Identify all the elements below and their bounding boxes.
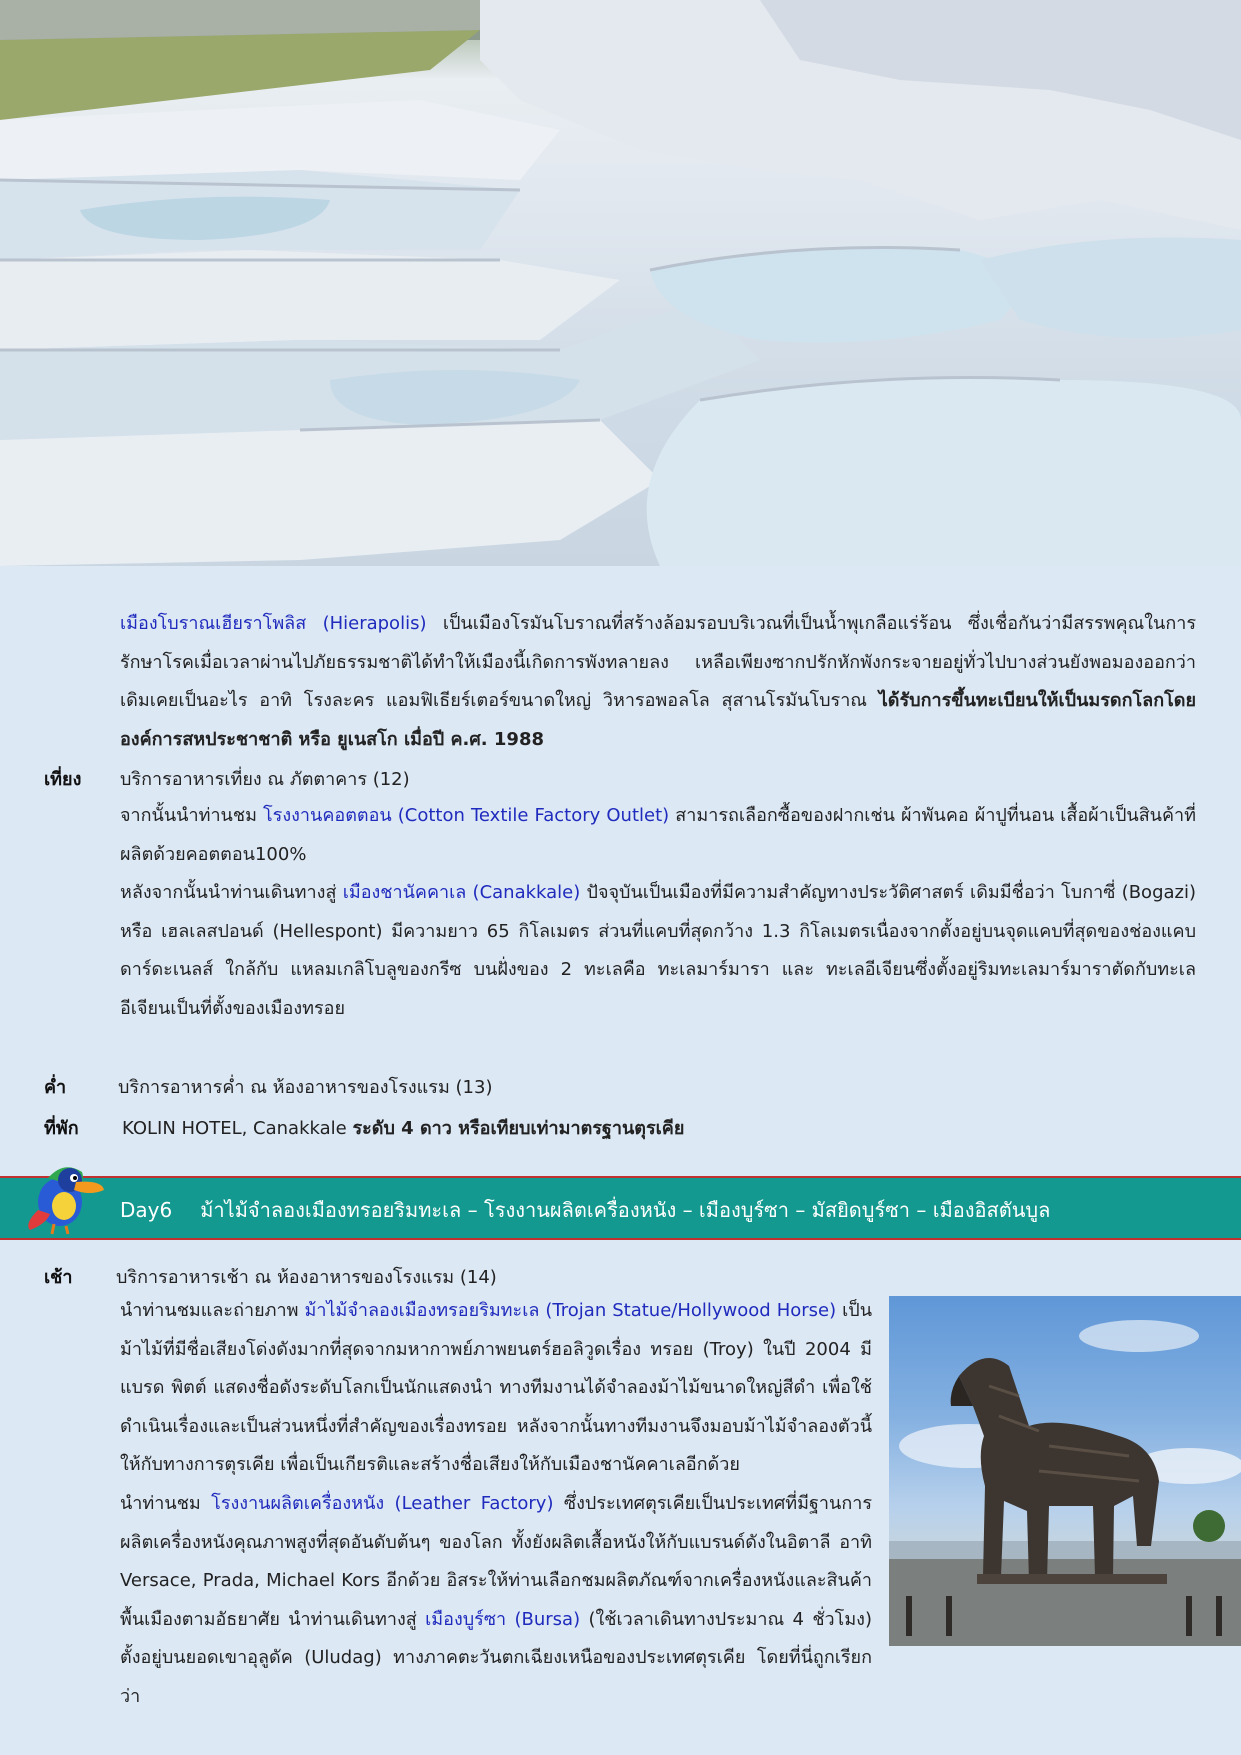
leather-text: ซึ่งประเทศตุรเคียเป็นประเทศที่มีฐานการผลิตเครื่องหนังคุณภาพสูงที่สุดอันดับต้นๆ ของโลก ทั้งยังผลิตเสื้อหนังให้กับแบรนด์ดังในอิตาลี อาทิ Versace, Prada, Michael Kors อีกด้วย อิสระให้ท่านเลือกชมผลิตภัณฑ์จากเครื่องหนังและสินค้าพื้นเมืองตามอัธยาศัย นำท่านเดินทางสู่ xyxy=(120,1493,873,1630)
leather-paragraph xyxy=(120,1485,872,1716)
breakfast-text: บริการอาหารเช้า ณ ห้องอาหารของโรงแรม (14) xyxy=(116,1267,497,1288)
leather-factory-name: โรงงานผลิตเครื่องหนัง (Leather Factory) xyxy=(211,1493,554,1514)
day6-header-band xyxy=(0,1176,1241,1240)
trojan-pre: นำท่านชมและถ่ายภาพ xyxy=(120,1300,305,1321)
dinner-text: บริการอาหารค่ำ ณ ห้องอาหารของโรงแรม (13) xyxy=(118,1077,493,1098)
dinner-label: ค่ำ xyxy=(44,1077,67,1098)
trojan-text: เป็นม้าไม้ที่มีชื่อเสียงโด่งดังมากที่สุดจากมหากาพย์ภาพยนตร์ฮอลิวูดเรื่อง ทรอย (Troy) ในปี 2004 มีแบรด พิตต์ แสดงชื่อดังระดับโลกเป็นนักแสดงนำ ทางทีมงานได้จำลองม้าไม้ขนาดใหญ่สีดำ เพื่อใช้ดำเนินเรื่องและเป็นส่วนหนึ่งที่สำคัญของเรื่องทรอย หลังจากนั้นทางทีมงานจึงมอบม้าไม้จำลองตัวนี้ให้กับทางการตุรเคีย เพื่อเป็นเกียรติและสร้างชื่อเสียงให้กับเมืองชานัคคาเลอีกด้วย xyxy=(120,1300,873,1475)
lunch-label: เที่ยง xyxy=(44,769,82,790)
canakkale-text: ปัจจุบันเป็นเมืองที่มีความสำคัญทางประวัติศาสตร์ เดิมมีชื่อว่า โบกาซี่ (Bogazi) หรือ เฮลเลสปอนด์ (Hellespont) มีความยาว 65 กิโลเมตร ส่วนที่แคบที่สุดกว้าง 1.3 กิโลเมตรเนื่องจากตั้งอยู่บนจุดแคบที่สุดของช่องแคบดาร์ดะเนลส์ ใกล้กับ แหลมเกลิโบลูของกรีซ บนฝั่งของ 2 ทะเลคือ ทะเลมาร์มารา และ ทะเลอีเจียนซึ่งตั้งอยู่ริมทะเลมาร์มาราตัดกับทะเลอีเจียนเป็นที่ตั้งของเมืองทรอย xyxy=(120,882,1196,1019)
hierapolis-paragraph xyxy=(120,605,1196,759)
hierapolis-text: เป็นเมืองโรมันโบราณที่สร้างล้อมรอบบริเวณที่เป็นน้ำพุเกลือแร่ร้อน ซึ่งเชื่อกันว่ามีสรรพคุณในการรักษาโรคเมื่อเวลาผ่านไปภัยธรรมชาติได้ทำให้เมืองนี้เกิดการพังทลายลง เหลือเพียงซากปรักหักพังกระจายอยู่ทั่วไปบางส่วนยังพอมองออกว่าเดิมเคยเป็นอะไร อาทิ โรงละคร แอมฟิเธียร์เตอร์ขนาดใหญ่ วิหารอพอลโล สุสานโรมันโบราณ xyxy=(120,613,1196,711)
breakfast-label: เช้า xyxy=(44,1267,73,1288)
bursa-name: เมืองบูร์ซา (Bursa) xyxy=(425,1608,581,1630)
hierapolis-unesco: ได้รับการขึ้นทะเบียนให้เป็นมรดกโลกโดยองค์การสหประชาชาติ หรือ ยูเนสโก เมื่อปี ค.ศ. 1988 xyxy=(120,690,1196,750)
leather-post: (ใช้เวลาเดินทางประมาณ 4 ชั่วโมง) ตั้งอยู่บนยอดเขาอุลูดัค (Uludag) ทางภาคตะวันตกเฉียงเหนือของประเทศตุรเคีย โดยที่นี่ถูกเรียกว่า xyxy=(120,1608,872,1707)
canakkale-pre: หลังจากนั้นนำท่านเดินทางสู่ xyxy=(120,882,343,903)
trojan-name: ม้าไม้จำลองเมืองทรอยริมทะเล (Trojan Statue/Hollywood Horse) xyxy=(304,1300,837,1321)
lunch-text: บริการอาหารเที่ยง ณ ภัตตาคาร (12) xyxy=(120,769,410,790)
cotton-text: สามารถเลือกซื้อของฝากเช่น ผ้าพันคอ ผ้าปูที่นอน เสื้อผ้าเป็นสินค้าที่ผลิตด้วยคอตตอน100% xyxy=(120,805,1197,865)
day6-route: ม้าไม้จำลองเมืองทรอยริมทะเล – โรงงานผลิตเครื่องหนัง – เมืองบูร์ซา – มัสยิดบูร์ซา – เมืองอิสตันบูล xyxy=(200,1198,1051,1222)
day6-title xyxy=(120,1194,1050,1226)
hotel-label: ที่พัก xyxy=(44,1118,79,1139)
trojan-horse-photo xyxy=(889,1296,1241,1646)
cotton-pre: จากนั้นนำท่านชม xyxy=(120,805,264,826)
canakkale-paragraph xyxy=(120,874,1196,1028)
toucan-mascot-icon xyxy=(24,1150,106,1236)
hotel-rating: ระดับ 4 ดาว หรือเทียบเท่ามาตรฐานตุรเคีย xyxy=(352,1118,685,1139)
hotel-line xyxy=(122,1113,684,1142)
cotton-factory-name: โรงงานคอตตอน (Cotton Textile Factory Outlet) xyxy=(263,805,670,826)
trojan-paragraph xyxy=(120,1292,872,1485)
day6-label: Day6 xyxy=(120,1198,173,1222)
hierapolis-title: เมืองโบราณเฮียราโพลิส (Hierapolis) xyxy=(120,613,427,634)
cotton-paragraph xyxy=(120,797,1196,874)
hotel-name: KOLIN HOTEL, Canakkale xyxy=(122,1118,353,1139)
pamukkale-terraces-photo xyxy=(0,0,1241,566)
canakkale-name: เมืองชานัคคาเล (Canakkale) xyxy=(342,882,581,903)
leather-pre: นำท่านชม xyxy=(120,1493,212,1514)
